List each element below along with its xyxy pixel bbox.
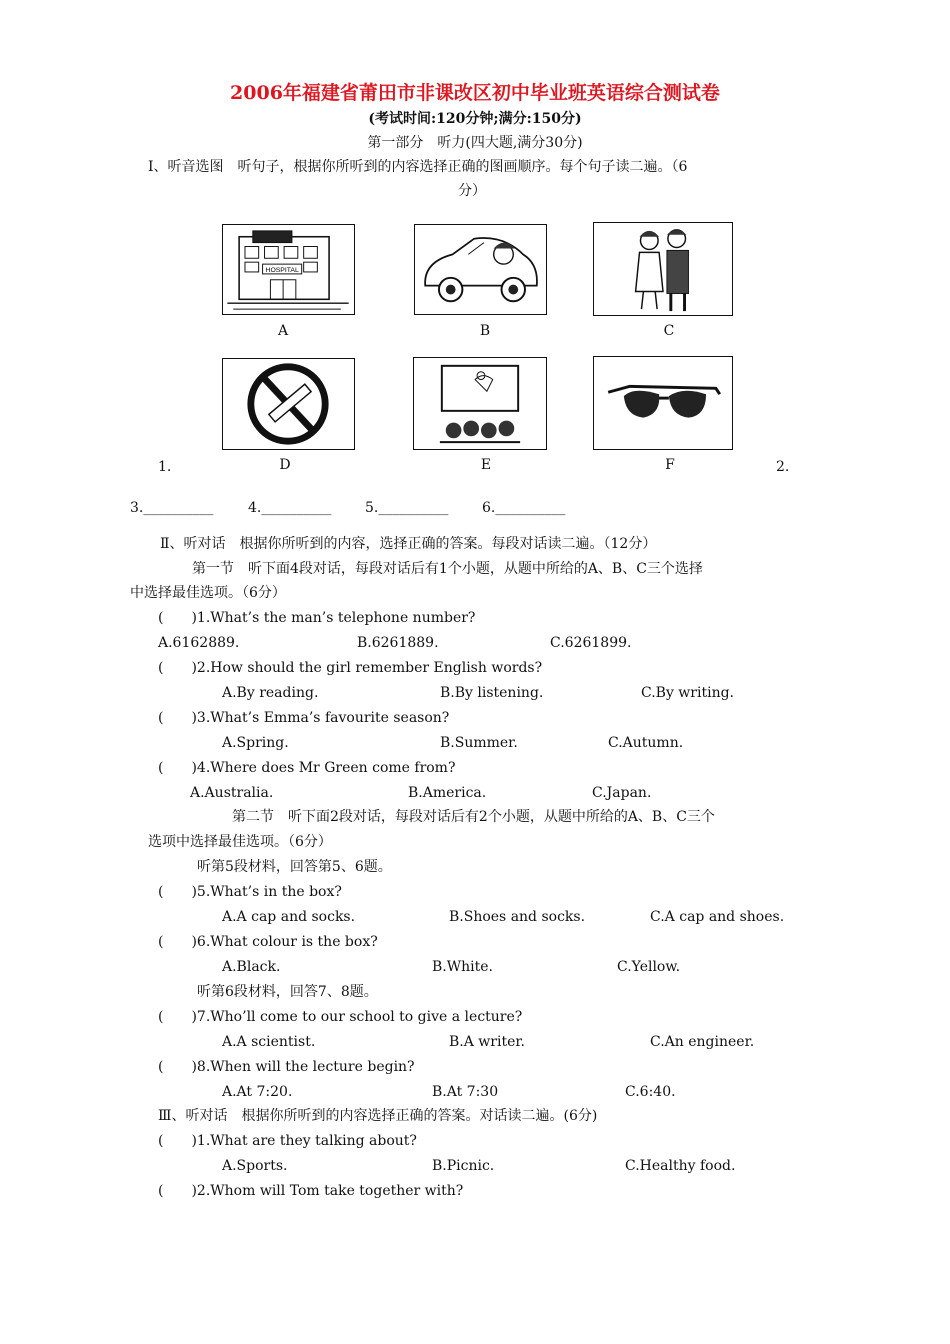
option-2-3a[interactable]: A.Spring.: [222, 735, 289, 751]
label-f: F: [665, 457, 675, 473]
question-2-2: ( )2.How should the girl remember English words?: [158, 660, 543, 676]
option-2-8a[interactable]: A.At 7:20.: [222, 1084, 293, 1100]
option-2-5b[interactable]: B.Shoes and socks.: [449, 909, 586, 925]
option-2-1a[interactable]: A.6162889.: [158, 635, 240, 651]
picture-c-couple: [593, 222, 733, 316]
car-icon: [415, 225, 546, 314]
option-2-2a[interactable]: A.By reading.: [222, 685, 319, 701]
no-smoking-icon: [223, 359, 354, 449]
answer-blank-5[interactable]: 5.__________: [365, 500, 449, 516]
label-e: E: [480, 457, 492, 473]
question-3-2: ( )2.Whom will Tom take together with?: [158, 1183, 464, 1199]
section1-heading: Ⅰ、听音选图 听句子，根据你所听到的内容选择正确的图画顺序。每个句子读二遍。（6: [148, 159, 688, 175]
option-2-1c[interactable]: C.6261899.: [550, 635, 632, 651]
picture-d-no-smoking: [222, 358, 355, 450]
option-2-7c[interactable]: C.An engineer.: [650, 1034, 755, 1050]
cinema-icon: [414, 358, 546, 449]
option-2-2b[interactable]: B.By listening.: [440, 685, 544, 701]
option-2-6b[interactable]: B.White.: [432, 959, 493, 975]
option-2-8b[interactable]: B.At 7:30: [432, 1084, 499, 1100]
material-6-note: 听第6段材料，回答7、8题。: [197, 984, 378, 1000]
section3-heading: Ⅲ、听对话 根据你所听到的内容选择正确的答案。对话读二遍。(6分): [158, 1108, 598, 1124]
option-3-1b[interactable]: B.Picnic.: [432, 1158, 495, 1174]
picture-f-sunglasses: [593, 356, 733, 450]
hospital-icon: [223, 225, 354, 314]
material-5-note: 听第5段材料，回答第5、6题。: [197, 859, 392, 875]
option-2-7a[interactable]: A.A scientist.: [222, 1034, 316, 1050]
answer-blank-3[interactable]: 3.__________: [130, 500, 214, 516]
section2-part2-intro: 第二节 听下面2段对话，每段对话后有2个小题，从题中所给的A、B、C三个: [232, 809, 715, 825]
option-2-4a[interactable]: A.Australia.: [190, 785, 274, 801]
section2-part2-intro-cont: 选项中选择最佳选项。（6分）: [148, 834, 332, 850]
option-2-8c[interactable]: C.6:40.: [625, 1084, 676, 1100]
label-b: B: [479, 323, 491, 339]
option-2-1b[interactable]: B.6261889.: [357, 635, 439, 651]
svg-text:HOSPITAL: HOSPITAL: [265, 266, 299, 274]
section1-heading-cont: 分）: [458, 183, 486, 199]
question-2-8: ( )8.When will the lecture begin?: [158, 1059, 415, 1075]
option-2-6c[interactable]: C.Yellow.: [617, 959, 681, 975]
option-3-1c[interactable]: C.Healthy food.: [625, 1158, 736, 1174]
option-2-5c[interactable]: C.A cap and shoes.: [650, 909, 785, 925]
question-2-3: ( )3.What’s Emma’s favourite season?: [158, 710, 450, 726]
option-2-4b[interactable]: B.America.: [408, 785, 487, 801]
page-title: 2006年福建省莆田市非课改区初中毕业班英语综合测试卷: [230, 82, 720, 104]
question-2-1: ( )1.What’s the man’s telephone number?: [158, 610, 476, 626]
section2-heading: Ⅱ、听对话 根据你所听到的内容，选择正确的答案。每段对话读二遍。（12分）: [160, 536, 657, 552]
question-2-6: ( )6.What colour is the box?: [158, 934, 378, 950]
label-c: C: [663, 323, 675, 339]
couple-icon: [594, 223, 732, 315]
option-2-4c[interactable]: C.Japan.: [592, 785, 652, 801]
question-2-4: ( )4.Where does Mr Green come from?: [158, 760, 456, 776]
picture-e-cinema: [413, 357, 547, 450]
option-2-3c[interactable]: C.Autumn.: [608, 735, 684, 751]
label-a: A: [277, 323, 289, 339]
option-2-6a[interactable]: A.Black.: [222, 959, 281, 975]
sunglasses-icon: [594, 357, 732, 449]
picture-b-car: [414, 224, 547, 315]
answer-blank-2[interactable]: 2.: [776, 459, 790, 475]
option-3-1a[interactable]: A.Sports.: [222, 1158, 288, 1174]
question-2-5: ( )5.What’s in the box?: [158, 884, 342, 900]
option-2-2c[interactable]: C.By writing.: [641, 685, 734, 701]
option-2-3b[interactable]: B.Summer.: [440, 735, 518, 751]
question-3-1: ( )1.What are they talking about?: [158, 1133, 417, 1149]
answer-blank-4[interactable]: 4.__________: [248, 500, 332, 516]
question-2-7: ( )7.Who’ll come to our school to give a lecture?: [158, 1009, 523, 1025]
answer-blank-1[interactable]: 1.: [158, 459, 172, 475]
section2-part1-intro: 第一节 听下面4段对话，每段对话后有1个小题，从题中所给的A、B、C三个选择: [192, 561, 703, 577]
picture-a-hospital: [222, 224, 355, 315]
option-2-7b[interactable]: B.A writer.: [449, 1034, 525, 1050]
exam-info: (考试时间:120分钟;满分:150分): [368, 111, 582, 127]
option-2-5a[interactable]: A.A cap and socks.: [222, 909, 356, 925]
part-heading: 第一部分 听力(四大题,满分30分): [367, 135, 583, 151]
label-d: D: [279, 457, 291, 473]
answer-blank-6[interactable]: 6.__________: [482, 500, 566, 516]
section2-part1-intro-cont: 中选择最佳选项。（6分）: [130, 585, 286, 601]
